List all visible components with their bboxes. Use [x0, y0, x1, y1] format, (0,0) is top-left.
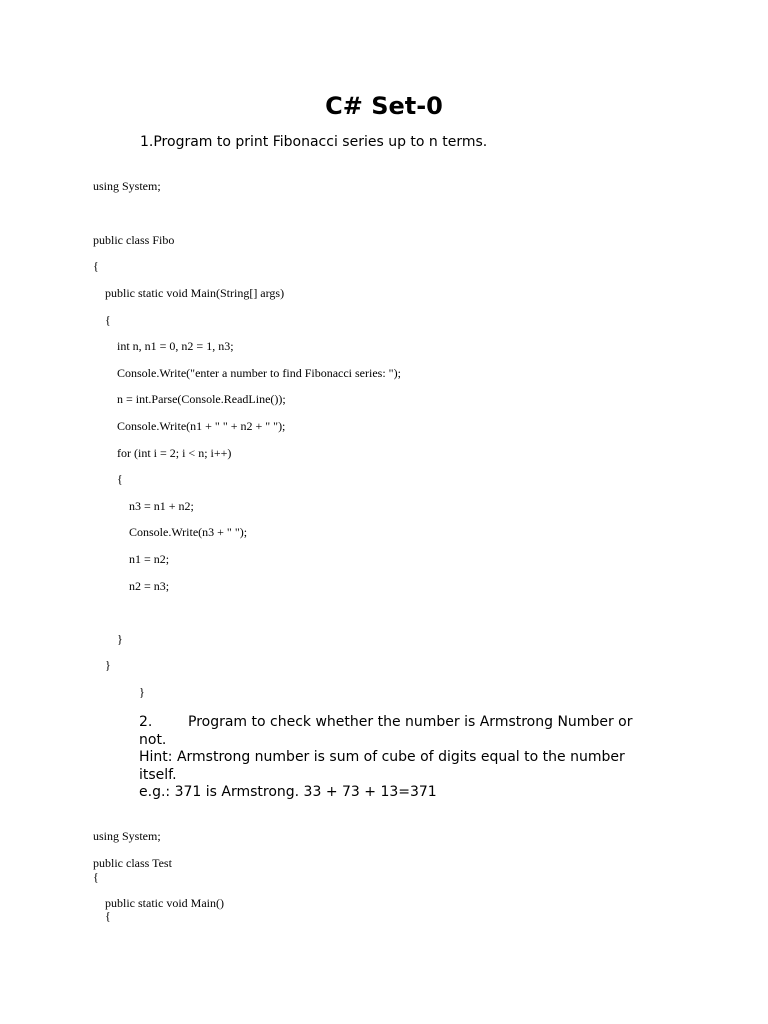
question-2-title-continued: not. — [139, 731, 167, 748]
question-2-heading — [139, 714, 669, 802]
code-line: using System; — [93, 829, 161, 843]
code-line: public class Test — [93, 856, 172, 870]
code-line: n1 = n2; — [129, 552, 170, 566]
question-1-heading: 1.Program to print Fibonacci series up to n terms. — [140, 134, 488, 150]
code-line: int n, n1 = 0, n2 = 1, n3; — [117, 339, 234, 353]
code-line: n = int.Parse(Console.ReadLine()); — [117, 392, 286, 406]
code-line: { — [117, 472, 123, 486]
code-line: } — [117, 632, 123, 646]
code-line: { — [105, 909, 111, 923]
code-line: Console.Write("enter a number to find Fibonacci series: "); — [117, 366, 401, 380]
code-line: { — [105, 313, 111, 327]
code-line: { — [93, 259, 99, 273]
code-line: public static void Main() — [105, 896, 224, 910]
code-line: public static void Main(String[] args) — [105, 286, 285, 300]
code-line: { — [93, 870, 99, 884]
code-line: Console.Write(n3 + " "); — [129, 525, 248, 539]
question-2-hint: Hint: Armstrong number is sum of cube of digits equal to the number — [139, 749, 625, 765]
page-title: C# Set-0 — [325, 92, 443, 120]
question-2-hint-continued: itself. — [139, 766, 177, 783]
code-line: using System; — [93, 179, 161, 193]
code-line: n2 = n3; — [129, 579, 170, 593]
question-2-number: 2. — [139, 714, 153, 730]
code-line: public class Fibo — [93, 233, 175, 247]
code-line: } — [105, 658, 111, 672]
code-line: } — [139, 685, 145, 699]
code-line: for (int i = 2; i < n; i++) — [117, 446, 232, 460]
code-line: Console.Write(n1 + " " + n2 + " "); — [117, 419, 286, 433]
code-line: n3 = n1 + n2; — [129, 499, 194, 513]
question-2-example: e.g.: 371 is Armstrong. 33 + 73 + 13=371 — [139, 784, 437, 800]
question-2-title: Program to check whether the number is Armstrong Number or — [188, 714, 633, 730]
